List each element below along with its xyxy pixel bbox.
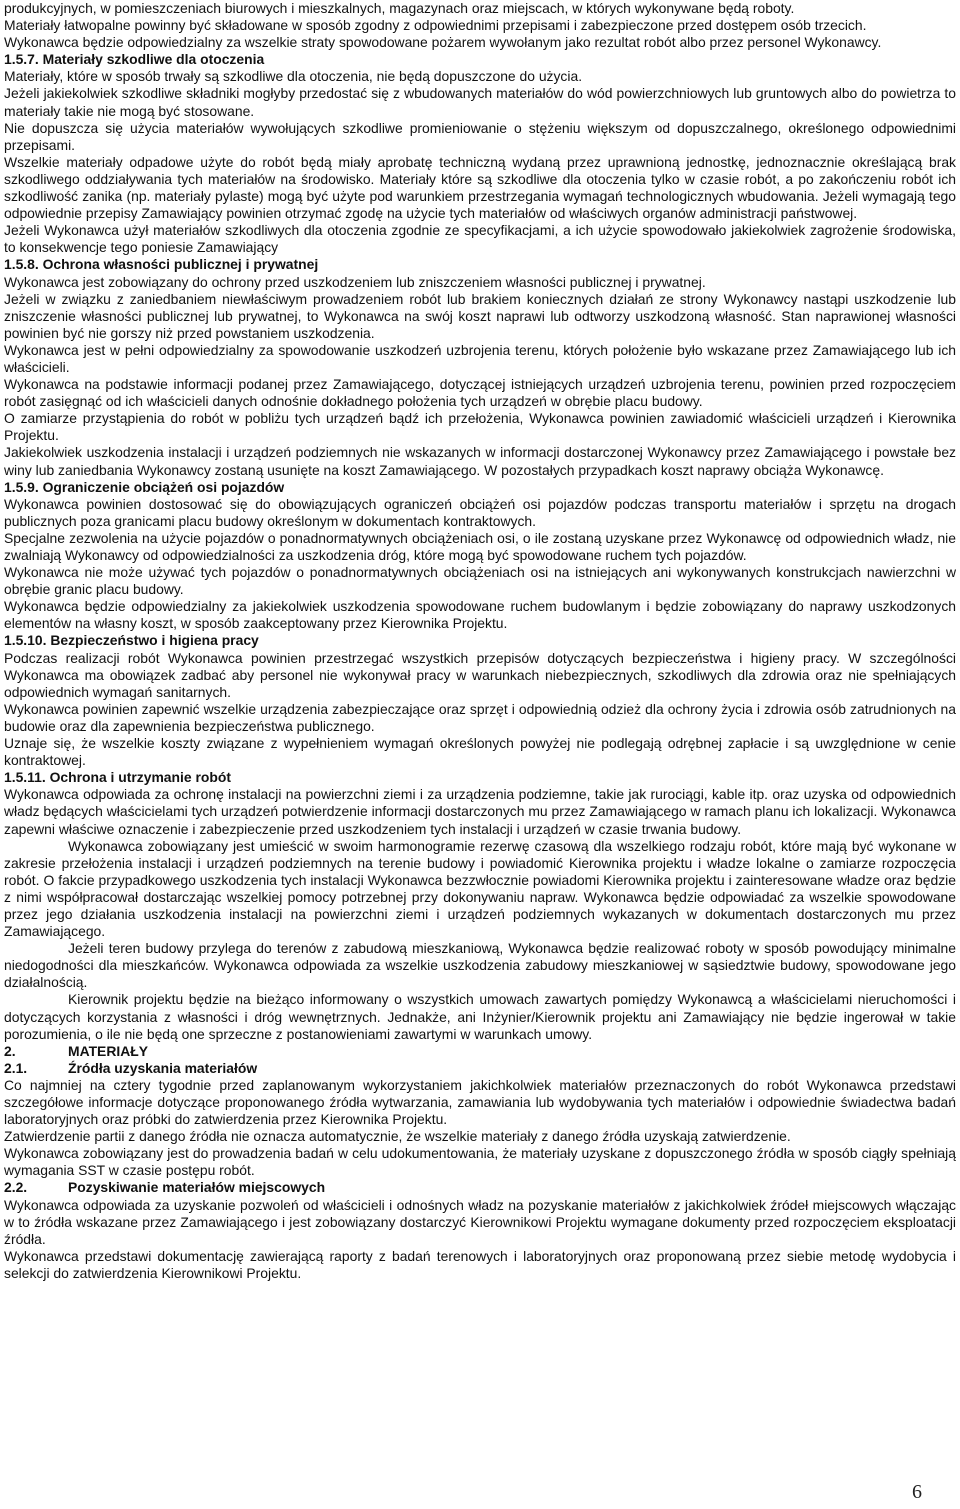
paragraph: Specjalne zezwolenia na użycie pojazdów o ponadnormatywnych obciążeniach osi, o ile zostaną uzyskane przez Wykonawcę od odpowiednich władz, nie zwalniają Wykonawcy od odpowiedzialności za uszkodzenia dróg, które mogą być spowodowane ruchem tych pojazdów. [4,529,956,563]
section-title: Ochrona i utrzymanie robót [49,769,231,786]
paragraph: Uznaje się, że wszelkie koszty związane z wypełnieniem wymagań określonych powyżej nie podlegają odrębnej zapłacie i są uwzględnione w cenie kontraktowej. [4,735,956,769]
section-title: Pozyskiwanie materiałów miejscowych [68,1179,326,1196]
paragraph: Wykonawca jest w pełni odpowiedzialny za spowodowanie uszkodzeń uzbrojenia terenu, których położenie było wskazane przez Zamawiającego lub ich właścicieli. [4,341,956,375]
section-heading-2-1 [4,1060,956,1077]
section-number: 1.5.9. [4,478,39,495]
paragraph: Jakiekolwiek uszkodzenia instalacji i urządzeń podziemnych nie wskazanych w informacji dostarczonej Wykonawcy przez Zamawiającego i powstałe bez winy lub zaniedbania Wykonawcy zostaną usunięte na koszt Zamawiającego. W pozostałych przypadkach koszt naprawy obciąża Wykonawcę. [4,444,956,478]
section-heading-1-5-9 [4,479,956,496]
section-title: Materiały szkodliwe dla otoczenia [42,51,265,68]
paragraph: Wykonawca na podstawie informacji podanej przez Zamawiającego, dotyczącej istniejących urządzeń uzbrojenia terenu, powinien przed rozpoczęciem robót zasięgnąć od ich właścicieli danych odnośnie dokładnego położenia tych urządzeń w obrębie placu budowy. [4,376,956,410]
section-title: Źródła uzyskania materiałów [68,1059,258,1076]
paragraph: produkcyjnych, w pomieszczeniach biurowych i mieszkalnych, magazynach oraz miejscach, w których wykonywane będą roboty. [4,0,795,16]
section-title: MATERIAŁY [68,1042,148,1059]
paragraph: Zatwierdzenie partii z danego źródła nie oznacza automatycznie, że wszelkie materiały z danego źródła uzyskają zatwierdzenie. [4,1128,791,1145]
page-number: 6 [912,1481,922,1503]
indented-paragraph: Wykonawca zobowiązany jest umieścić w swoim harmonogramie rezerwę czasową dla wszelkiego rodzaju robót, które mają być wykonane w zakresie przełożenia instalacji i urządzeń podziemnych na terenie budowy i powiadomić Kierownika projektu i władze lokalne o zamiarze rozpoczęcia robót. O fakcie przypadkowego uszkodzenia tych instalacji Wykonawca bezzwłocznie powiadomi Kierownika projektu i zainteresowane władze oraz będzie z nimi współpracował dostarczając wszelkiej pomocy potrzebnej przy dokonywaniu napraw. Wykonawca będzie odpowiadać za wszelkie spowodowane przez jego działania uszkodzenia instalacji na powierzchni ziemi i urządzeń podziemnych wykazanych w dokumentach dostarczonych mu przez Zamawiającego. [4,837,956,940]
paragraph: Co najmniej na cztery tygodnie przed zaplanowanym wykorzystaniem jakichkolwiek materiałów przeznaczonych do robót Wykonawca przedstawi szczegółowe informacje dotyczące proponowanego źródła wytwarzania, zamawiania lub wydobywania tych materiałów i odpowiednie świadectwa badań laboratoryjnych oraz próbki do zatwierdzenia przez Kierownika Projektu. [4,1076,956,1128]
section-heading-2-2 [4,1179,956,1196]
paragraph: Jeżeli Wykonawca użył materiałów szkodliwych dla otoczenia zgodnie ze specyfikacjami, a ich użycie spowodowało jakiekolwiek zagrożenie środowiska, to konsekwencje tego poniesie Zamawiający [4,222,956,256]
section-heading-1-5-11 [4,769,956,786]
section-title: Ograniczenie obciążeń osi pojazdów [42,478,285,495]
paragraph: Wykonawca jest zobowiązany do ochrony przed uszkodzeniem lub zniszczeniem własności publicznej i prywatnej. [4,273,706,290]
section-heading-1-5-7 [4,51,956,68]
paragraph: Materiały, które w sposób trwały są szkodliwe dla otoczenia, nie będą dopuszczone do użycia. [4,68,583,85]
paragraph: Podczas realizacji robót Wykonawca powinien przestrzegać wszystkich przepisów dotyczących bezpieczeństwa i higieny pracy. W szczególności Wykonawca ma obowiązek zadbać aby personel nie wykonywał pracy w warunkach niebezpiecznych, szkodliwych dla zdrowia oraz nie spełniających odpowiednich wymagań sanitarnych. [4,649,956,700]
paragraph: Wykonawca odpowiada za uzyskanie pozwoleń od właścicieli i odnośnych władz na pozyskanie materiałów z jakichkolwiek źródeł miejscowych włączając w to źródła wskazane przez Zamawiającego i jest zobowiązany dostarczyć Kierownikowi Projektu wymagane dokumenty przed rozpoczęciem eksploatacji źródła. [4,1196,956,1247]
paragraph: O zamiarze przystąpienia do robót w pobliżu tych urządzeń bądź ich przełożenia, Wykonawca powinien zawiadomić właścicieli urządzeń i Kierownika Projektu. [4,410,956,444]
paragraph: Jeżeli w związku z zaniedbaniem niewłaściwym prowadzeniem robót lub brakiem koniecznych działań ze strony Wykonawcy nastąpi uszkodzenie lub zniszczenie własności publicznej lub prywatnej, to Wykonawca na swój koszt naprawi lub odtworzy uszkodzoną własność. Stan naprawionej własności powinien być nie gorszy niż przed powstaniem uszkodzenia. [4,290,956,341]
paragraph: Wykonawca przedstawi dokumentację zawierającą raporty z badań terenowych i laboratoryjnych oraz proponowaną przez siebie metodę wydobycia i selekcji do zatwierdzenia Kierownikowi Projektu. [4,1247,956,1281]
paragraph: Wykonawca powinien zapewnić wszelkie urządzenia zabezpieczające oraz sprzęt i odpowiednią odzież dla ochrony życia i zdrowia osób zatrudnionych na budowie oraz dla zapewnienia bezpieczeństwa publicznego. [4,700,956,734]
paragraph: Wykonawca będzie odpowiedzialny za jakiekolwiek uszkodzenia spowodowane ruchem budowlanym i będzie zobowiązany do naprawy uszkodzonych elementów na własny koszt, w sposób zaakceptowany przez Kierownika Projektu. [4,598,956,632]
paragraph: Materiały łatwopalne powinny być składowane w sposób zgodny z odpowiednimi przepisami i zabezpieczone przed dostępem osób trzecich. [4,17,867,34]
paragraph: Wszelkie materiały odpadowe użyte do robót będą miały aprobatę techniczną wydaną przez uprawnioną jednostkę, jednoznacznie określającą brak szkodliwego oddziaływania tych materiałów na środowisko. Materiały które są szkodliwe dla otoczenia tylko w czasie robót, a po zakończeniu robót ich szkodliwość zanika (np. materiały pylaste) mogą być użyte pod warunkiem przestrzegania wymagań technologicznych wbudowania. Jeżeli wymagają tego odpowiednie przepisy Zamawiający powinien otrzymać zgodę na użycie tych materiałów od właściwych organów administracji państwowej. [4,153,956,222]
section-number: 1.5.7. [4,51,39,68]
section-number: 2.1. [4,1059,28,1076]
paragraph: Wykonawca nie może używać tych pojazdów o ponadnormatywnych obciążeniach osi na istniejących ani wykonywanych konstrukcjach nawierzchni w obrębie granic placu budowy. [4,564,956,598]
paragraph: Wykonawca zobowiązany jest do prowadzenia badań w celu udokumentowania, że materiały uzyskane z dopuszczonego źródła w sposób ciągły spełniają wymagania SST w czasie postępu robót. [4,1145,956,1179]
paragraph: Nie dopuszcza się użycia materiałów wywołujących szkodliwe promieniowanie o stężeniu większym od dopuszczalnego, określonego odpowiednimi przepisami. [4,119,956,153]
section-title: Bezpieczeństwo i higiena pracy [50,632,259,649]
paragraph: Wykonawca będzie odpowiedzialny za wszelkie straty spowodowane pożarem wywołanym jako rezultat robót albo przez personel Wykonawcy. [4,34,882,51]
paragraph: Wykonawca powinien dostosować się do obowiązujących ograniczeń obciążeń osi pojazdów podczas transportu materiałów i sprzętu na drogach publicznych poza granicami placu budowy określonym w dokumentach kontraktowych. [4,495,956,529]
section-number: 1.5.10. [4,632,47,649]
section-number: 2.2. [4,1179,28,1196]
section-heading-1-5-8 [4,256,956,273]
paragraph: Wykonawca odpowiada za ochronę instalacji na powierzchni ziemi i za urządzenia podziemne, takie jak rurociągi, kable itp. oraz uzyska od odpowiednich władz będących właścicielami tych urządzeń potwierdzenie informacji dostarczonych mu przez Zamawiającego w ramach planu ich lokalizacji. Wykonawca zapewni właściwe oznaczenie i zabezpieczenie przed uszkodzeniem tych instalacji i urządzeń w czasie trwania budowy. [4,786,956,837]
section-number: 1.5.8. [4,256,39,273]
paragraph: Jeżeli jakiekolwiek szkodliwe składniki mogłyby przedostać się z wbudowanych materiałów do wód powierzchniowych lub gruntowych albo do powietrza to materiały takie nie mogą być stosowane. [4,85,956,119]
section-number: 1.5.11. [4,769,46,786]
section-title: Ochrona własności publicznej i prywatnej [42,256,319,273]
indented-paragraph: Jeżeli teren budowy przylega do terenów z zabudową mieszkaniową, Wykonawca będzie realizować roboty w sposób powodujący minimalne niedogodności dla mieszkańców. Wykonawca odpowiada za wszelkie uszkodzenia zabudowy mieszkaniowej w sąsiedztwie budowy, spowodowane jego działalnością. [4,940,956,991]
section-heading-1-5-10 [4,632,956,649]
section-heading-2 [4,1043,956,1060]
section-number: 2. [4,1042,16,1059]
indented-paragraph: Kierownik projektu będzie na bieżąco informowany o wszystkich umowach zawartych pomiędzy Wykonawcą a właścicielami nieruchomości i dotyczących korzystania z własności i dróg wewnętrznych. Jednakże, ani Inżynier/Kierownik projektu ani Zamawiający nie będzie ingerował w takie porozumienia, o ile nie będą one sprzeczne z postanowieniami zawartymi w warunkach umowy. [4,991,956,1042]
